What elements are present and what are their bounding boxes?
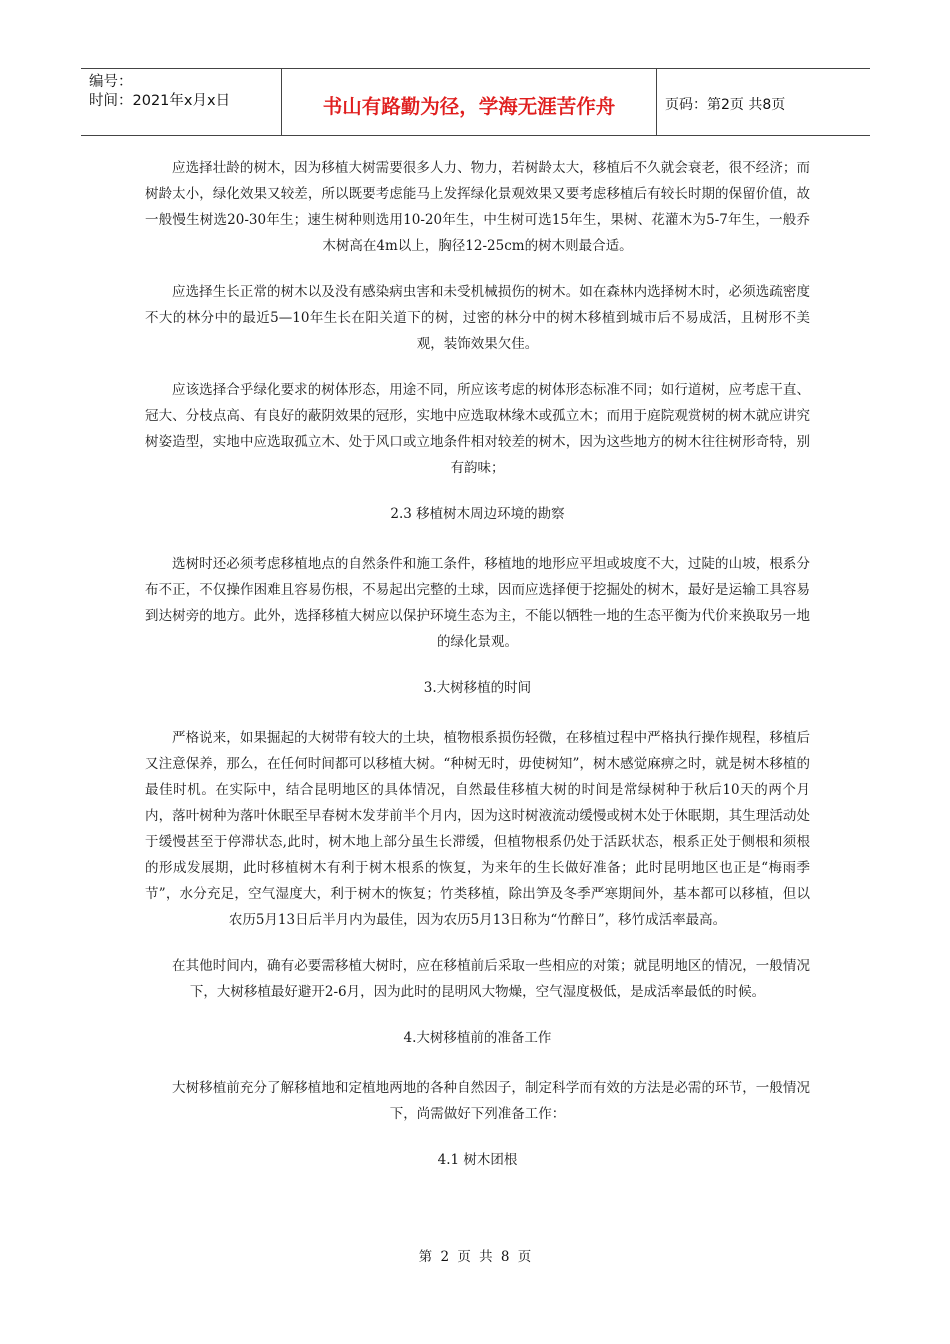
document-body	[145, 155, 810, 1173]
header-meta	[89, 73, 230, 111]
page-header	[81, 68, 870, 136]
section-heading: 3.大树移植的时间	[423, 680, 532, 696]
paragraph: 严格说来，如果掘起的大树带有较大的土块，植物根系损伤轻微，在移植过程中严格执行操作规程，移植后又注意保养，那么，在任何时间都可以移植大树。“种树无时，毋使树知”，树木感觉麻痹之时，就是树木移植的最佳时机。在实际中，结合昆明地区的具体情况，自然最佳移植大树的时间是常绿树种于秋后10天的两个月内，落叶树种为落叶休眠至早春树木发芽前半个月内，因为这时树液流动缓慢或树木处于休眠期，其生理活动处于缓慢甚至于停滞状态,此时，树木地上部分虽生长滞缓，但植物根系仍处于活跃状态，根系正处于侧根和须根的形成发展期，此时移植树木有利于树木根系的恢复，为来年的生长做好准备；此时昆明地区也正是“梅雨季节”，水分充足，空气湿度大，利于树木的恢复；竹类移植，除出笋及冬季严寒期间外，基本都可以移植，但以农历5月13日后半月内为最佳，因为农历5月13日称为“竹醉日”，移竹成活率最高。	[145, 730, 810, 928]
header-motto: 书山有路勤为径，学海无涯苦作舟	[322, 95, 616, 118]
paragraph: 选树时还必须考虑移植地点的自然条件和施工条件，移植地的地形应平坦或坡度不大，过陡的山坡，根系分布不正，不仅操作困难且容易伤根，不易起出完整的土球，因而应选择便于挖掘处的树木，最好是运输工具容易到达树旁的地方。此外，选择移植大树应以保护环境生态为主，不能以牺牲一地的生态平衡为代价来换取另一地的绿化景观。	[145, 556, 810, 650]
page-footer: 第 2 页 共 8 页	[418, 1249, 532, 1265]
section-heading: 2.3 移植树木周边环境的勘察	[390, 506, 565, 522]
section-heading: 4.1 树木团根	[437, 1152, 518, 1168]
section-heading: 4.大树移植前的准备工作	[403, 1030, 552, 1046]
paragraph: 在其他时间内，确有必要需移植大树时，应在移植前后采取一些相应的对策；就昆明地区的情况，一般情况下，大树移植最好避开2-6月，因为此时的昆明风大物燥，空气湿度极低，是成活率最低的时候。	[172, 958, 810, 1000]
paragraph: 应选择生长正常的树木以及没有感染病虫害和未受机械损伤的树木。如在森林内选择树木时，必须选疏密度不大的林分中的最近5—10年生长在阳关道下的树，过密的林分中的树木移植到城市后不易成活，且树形不美观，装饰效果欠佳。	[145, 284, 810, 352]
document-date-label: 时间：2021年x月x日	[89, 93, 231, 109]
paragraph: 应该选择合乎绿化要求的树体形态，用途不同，所应该考虑的树体形态标准不同；如行道树，应考虑干直、冠大、分枝点高、有良好的蔽阴效果的冠形，实地中应选取林缘木或孤立木；而用于庭院观赏树的树木就应讲究树姿造型，实地中应选取孤立木、处于风口或立地条件相对较差的树木，因为这些地方的树木往往树形奇特，别有韵味；	[145, 382, 810, 476]
paragraph: 大树移植前充分了解移植地和定植地两地的各种自然因子，制定科学而有效的方法是必需的环节，一般情况下，尚需做好下列准备工作：	[172, 1080, 810, 1122]
header-page-number: 页码：第2页 共8页	[665, 97, 786, 113]
document-number-label: 编号：	[89, 74, 133, 90]
header-divider	[656, 69, 657, 135]
paragraph: 应选择壮龄的树木，因为移植大树需要很多人力、物力，若树龄太大，移植后不久就会衰老，很不经济；而树龄太小，绿化效果又较差，所以既要考虑能马上发挥绿化景观效果又要考虑移植后有较长时期的保留价值，故一般慢生树选20-30年生；速生树种则选用10-20年生，中生树可选15年生，果树、花灌木为5-7年生，一般乔木树高在4m以上，胸径12-25cm的树木则最合适。	[145, 160, 810, 254]
